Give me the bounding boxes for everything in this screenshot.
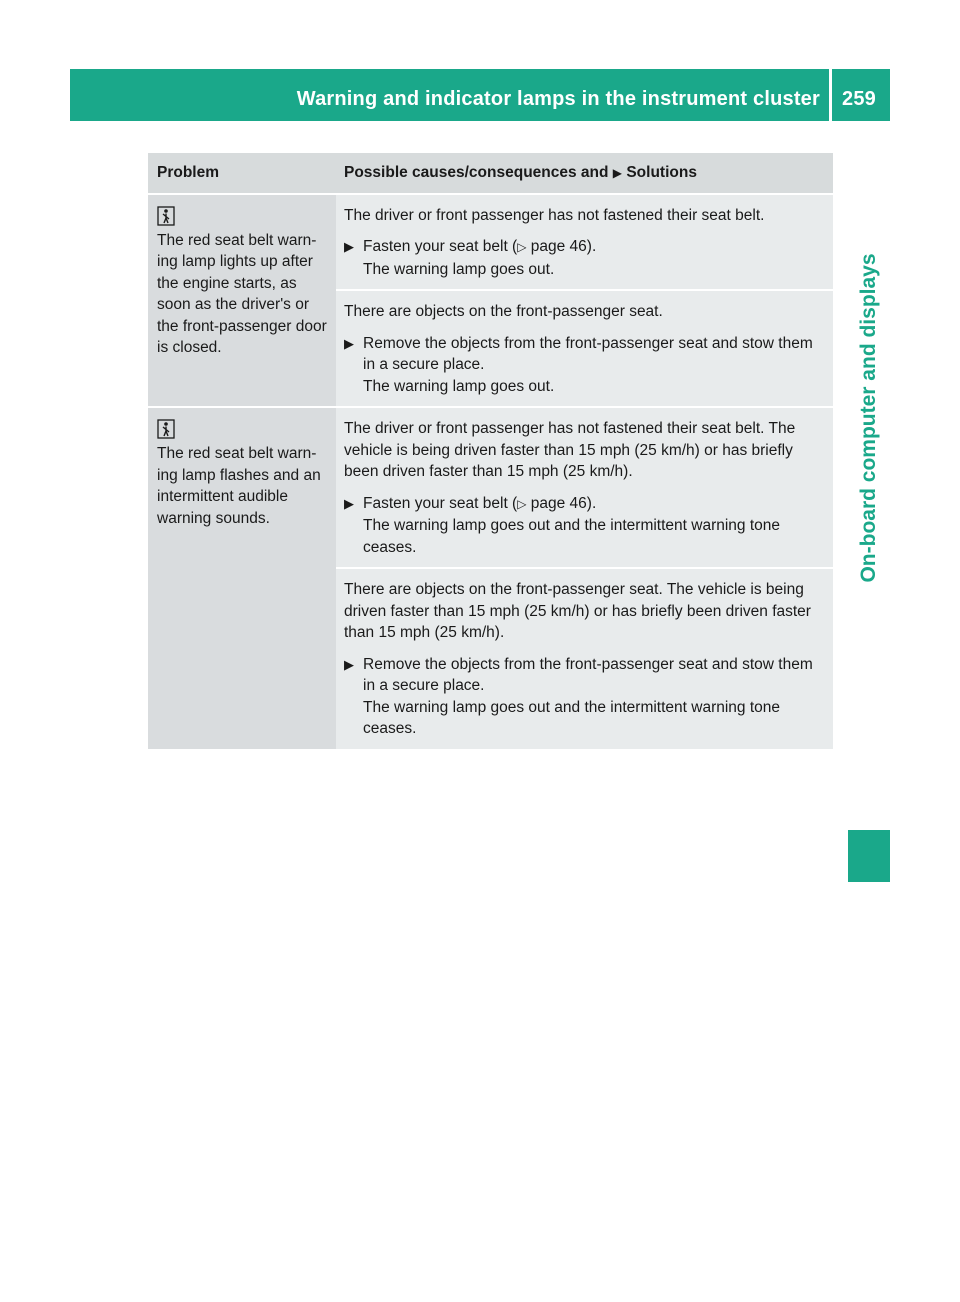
page-reference-link[interactable]: page 46). <box>530 238 597 255</box>
result-text: The warning lamp goes out and the intermittent warning tone ceases. <box>363 517 781 556</box>
solution-cell <box>336 193 833 290</box>
cause-text: There are objects on the front-passenger seat. <box>344 303 663 320</box>
cause-text: The driver or front passenger has not fastened their seat belt. The vehicle is being driven faster than 15 mph (25 km/h) or has briefly been driven faster than 15 mph (25 km/h). <box>344 420 796 480</box>
column-header-solutions: Possible causes/consequences and ▶ Solutions <box>336 153 833 193</box>
column-header-problem: Problem <box>148 153 336 193</box>
arrow-icon: ▶ <box>344 656 354 672</box>
page-reference-icon: ▷ <box>517 240 527 254</box>
page-header <box>70 69 890 121</box>
page-reference-link[interactable]: page 46). <box>530 494 597 512</box>
problem-text: The red seat belt warn-ing lamp flashes and an intermittent audible warning sounds. <box>157 445 321 527</box>
page-number: 259 <box>842 88 876 110</box>
action-item: ▶ Remove the objects from the front-passenger seat and stow them in a secure place. The warning lamp goes out and the intermittent warning tone ceases. <box>344 654 827 740</box>
table-row <box>148 193 833 290</box>
problem-cell <box>148 193 336 407</box>
warning-lamp-table <box>148 153 833 749</box>
cause-text: The driver or front passenger has not fastened their seat belt. <box>344 206 765 224</box>
page-title: Warning and indicator lamps in the instrument cluster <box>296 88 820 110</box>
seat-belt-icon <box>157 419 175 439</box>
table-header-row <box>148 153 833 193</box>
table-row <box>148 406 833 567</box>
result-text: The warning lamp goes out. <box>363 377 555 395</box>
chapter-marker <box>848 830 890 882</box>
problem-text: The red seat belt warn-ing lamp lights up after the engine starts, as soon as the driver's or the front-passenger door is closed. <box>157 231 327 356</box>
action-item: ▶ Fasten your seat belt (▷ page 46). The warning lamp goes out. <box>344 236 827 280</box>
cause-text: There are objects on the front-passenger seat. The vehicle is being driven faster than 15 mph (25 km/h) or has briefly been driven faster than 15 mph (25 km/h). <box>344 581 811 641</box>
problem-cell <box>148 406 336 749</box>
header-divider <box>829 69 832 121</box>
action-item: ▶ Fasten your seat belt (▷ page 46). The warning lamp goes out and the intermittent warning tone ceases. <box>344 493 827 559</box>
seat-belt-icon <box>157 206 175 226</box>
result-text: The warning lamp goes out. <box>363 260 555 278</box>
solution-cell <box>336 289 833 406</box>
arrow-icon: ▶ <box>612 166 623 180</box>
arrow-icon: ▶ <box>344 335 354 351</box>
action-item: ▶ Remove the objects from the front-passenger seat and stow them in a secure place. The warning lamp goes out. <box>344 333 827 398</box>
page-reference-icon: ▷ <box>517 496 527 511</box>
solution-cell <box>336 567 833 749</box>
arrow-icon: ▶ <box>344 239 354 254</box>
arrow-icon: ▶ <box>344 495 354 511</box>
chapter-label: On-board computer and displays <box>857 253 880 583</box>
solution-cell <box>336 406 833 567</box>
chapter-side-tab <box>848 128 890 706</box>
result-text: The warning lamp goes out and the intermittent warning tone ceases. <box>363 698 781 737</box>
